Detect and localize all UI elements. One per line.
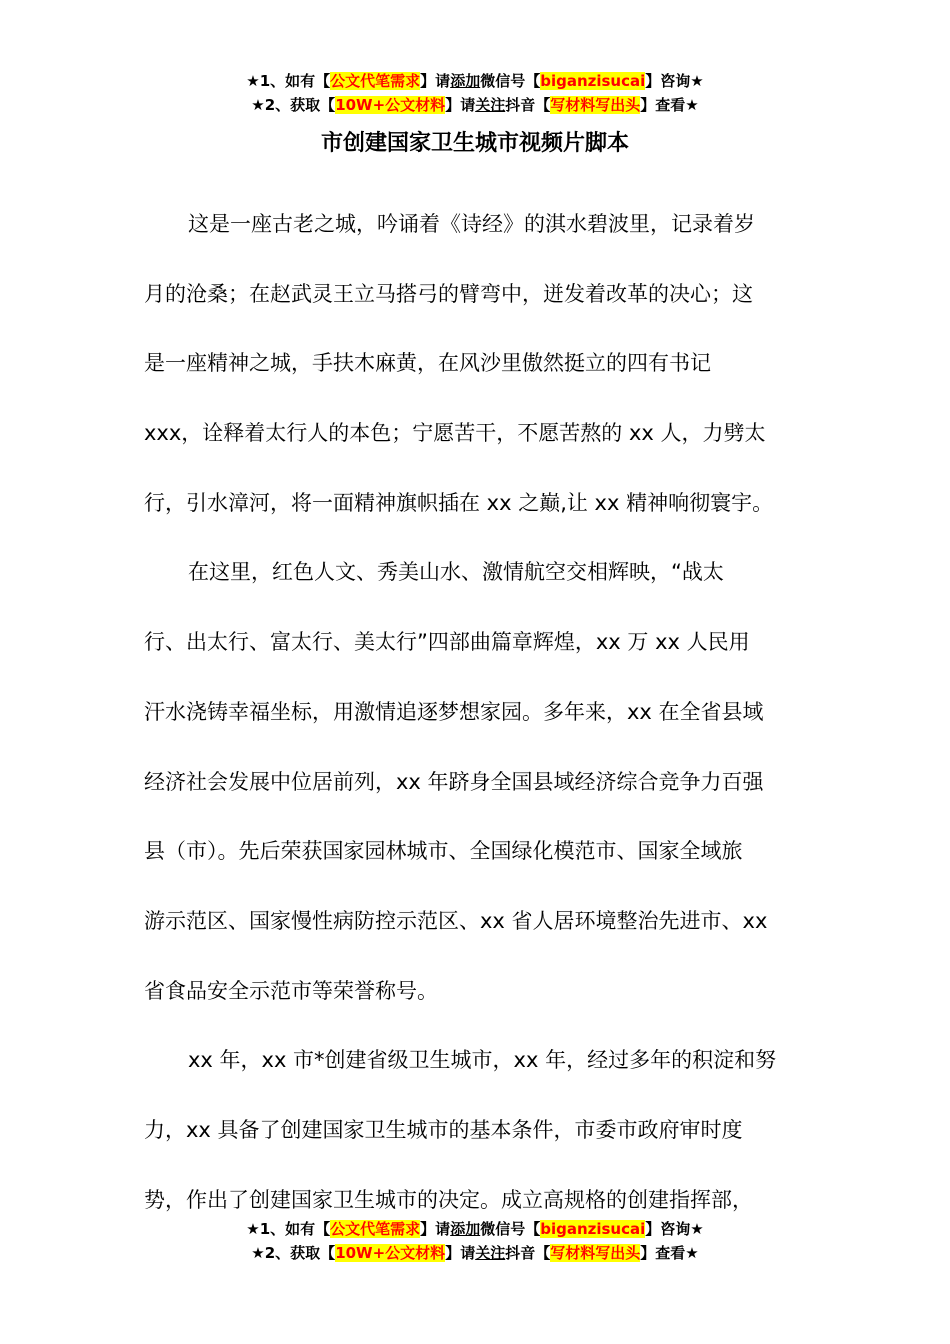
promo-highlight: 10W+公文材料	[335, 1244, 446, 1262]
promo-line-1: ★1、如有【公文代笔需求】请添加微信号【biganzisucai】咨询★	[246, 1220, 704, 1238]
promo-line-1: ★1、如有【公文代笔需求】请添加微信号【biganzisucai】咨询★	[246, 72, 704, 90]
paragraph-line: 力，xx 具备了创建国家卫生城市的基本条件，市委市政府审时度	[144, 1117, 743, 1142]
promo-line-2: ★2、获取【10W+公文材料】请关注抖音【写材料写出头】查看★	[251, 96, 699, 114]
wechat-id: biganzisucai	[540, 1220, 646, 1238]
footer-promo-banner	[0, 1217, 950, 1265]
paragraph-line: 经济社会发展中位居前列，xx 年跻身全国县域经济综合竞争力百强	[144, 769, 764, 794]
paragraph-line: xx 年，xx 市*创建省级卫生城市，xx 年，经过多年的积淀和努	[188, 1048, 777, 1073]
wechat-id: biganzisucai	[540, 72, 646, 90]
paragraph-line: 省食品安全示范市等荣誉称号。	[144, 978, 438, 1003]
paragraph-line: xxx，诠释着太行人的本色；宁愿苦干，不愿苦熬的 xx 人，力劈太	[144, 421, 766, 446]
header-promo-banner	[0, 69, 950, 117]
paragraph-line: 行、出太行、富太行、美太行”四部曲篇章辉煌，xx 万 xx 人民用	[144, 630, 750, 655]
paragraph-line: 月的沧桑；在赵武灵王立马搭弓的臂弯中，迸发着改革的决心；这	[144, 281, 753, 306]
promo-highlight: 公文代笔需求	[330, 72, 421, 90]
paragraph-line: 是一座精神之城，手扶木麻黄，在风沙里傲然挺立的四有书记	[144, 351, 711, 376]
promo-highlight: 公文代笔需求	[330, 1220, 421, 1238]
douyin-account: 写材料写出头	[550, 1244, 641, 1262]
paragraph-line: 势，作出了创建国家卫生城市的决定。成立高规格的创建指挥部，	[144, 1187, 753, 1212]
promo-highlight: 10W+公文材料	[335, 96, 446, 114]
paragraph-line: 县（市）。先后荣获国家园林城市、全国绿化模范市、国家全域旅	[144, 839, 743, 864]
douyin-account: 写材料写出头	[550, 96, 641, 114]
document-body	[144, 190, 810, 1235]
paragraph-line: 这是一座古老之城，吟诵着《诗经》的淇水碧波里，记录着岁	[188, 212, 755, 236]
document-title: 市创建国家卫生城市视频片脚本	[320, 131, 629, 156]
paragraph-line: 行，引水漳河，将一面精神旗帜插在 xx 之巅,让 xx 精神响彻寰宇。	[144, 490, 774, 515]
promo-line-2: ★2、获取【10W+公文材料】请关注抖音【写材料写出头】查看★	[251, 1244, 699, 1262]
paragraph-line: 汗水浇铸幸福坐标，用激情追逐梦想家园。多年来，xx 在全省县域	[144, 699, 764, 724]
paragraph-line: 在这里，红色人文、秀美山水、激情航空交相辉映，“战太	[188, 560, 724, 585]
paragraph-line: 游示范区、国家慢性病防控示范区、xx 省人居环境整治先进市、xx	[144, 908, 768, 933]
